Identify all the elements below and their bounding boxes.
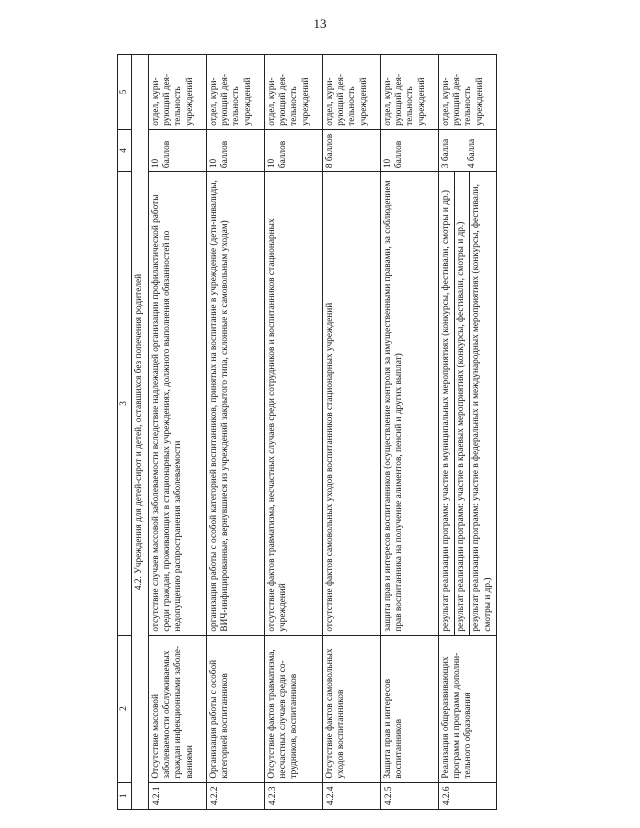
table-row [380, 55, 438, 810]
criteria-cell [206, 172, 264, 635]
landscape-content [117, 54, 527, 810]
score-cell [206, 129, 264, 171]
section-row [132, 55, 148, 810]
score-cell [148, 129, 206, 171]
indicator-cell: Реализация общеразвивающих программ и программ дополнительного образования [438, 635, 496, 782]
criterion-text: защита прав и интересов воспитанников (осуществление контроля за имущественными правами, за соблюдением прав воспитанника на получение алиментов, пенсий и других выплат) [382, 180, 404, 632]
criterion-text: результат реализации программ: участие в муниципальных мероприятиях (конкурсы, фестивали, смотры и др.) [440, 190, 451, 632]
criteria-table [117, 54, 497, 810]
criteria-cell [264, 172, 322, 635]
score-text: 10 баллов [382, 140, 404, 169]
row-number: 4.2.3 [264, 782, 322, 809]
column-header: 3 [118, 172, 132, 635]
score-text: 10 баллов [208, 140, 230, 169]
indicator-cell: Отсутствие фактов травматизма, несчастных случаев среди сотрудников, воспитанников [264, 635, 322, 782]
score-cell [322, 129, 380, 171]
criteria-cell [148, 172, 206, 635]
responsible-cell: отдел, курирующий деятельность учреждений [206, 55, 264, 130]
section-title: 4.2. Учреждения для детей-сирот и детей, оставшихся без попечения родителей [132, 55, 148, 810]
criteria-cell [322, 172, 380, 635]
row-number: 4.2.4 [322, 782, 380, 809]
indicator-cell: Защита прав и интересов воспитанников [380, 635, 438, 782]
column-header: 2 [118, 635, 132, 782]
criterion-text: результат реализации программ: участие в федеральных и международных мероприятиях (конкурсы, фестивали, смотры и др.) [469, 172, 494, 634]
responsible-cell: отдел, курирующий деятельность учреждений [380, 55, 438, 130]
table-row [148, 55, 206, 810]
row-number: 4.2.6 [438, 782, 496, 809]
indicator-cell: Отсутствие массовой заболеваемости обслуживаемых граждан инфекционными заболеваниями [148, 635, 206, 782]
row-number: 4.2.1 [148, 782, 206, 809]
table-row [322, 55, 380, 810]
column-header: 1 [118, 782, 132, 809]
criterion-text: отсутствие случаев массовой заболеваемости вследствие надлежащей организации профилактической работы среди граждан, проживающих в стационарных учреждениях, должного выполнения обязанностей по недопущению распространения заболеваемости [150, 194, 184, 632]
row-number: 4.2.5 [380, 782, 438, 809]
score-cell [380, 129, 438, 171]
score-text: 10 баллов [266, 140, 288, 169]
score-text: 10 баллов [150, 140, 172, 169]
score-cell [438, 129, 496, 171]
column-header: 4 [118, 129, 132, 171]
rotated-page-area [117, 54, 527, 810]
criterion-text: результат реализации программ: участие в краевых мероприятиях (конкурсы, фестивали, смотры и др.) [454, 172, 467, 634]
score-text: 3 балла [440, 138, 451, 169]
indicator-cell: Отсутствие фактов самовольных уходов воспитанников [322, 635, 380, 782]
responsible-cell: отдел, курирующий деятельность учреждений [264, 55, 322, 130]
criterion-text: отсутствие фактов травматизма, несчастных случаев среди сотрудников и воспитанников стационарных учреждений [266, 218, 288, 632]
score-text: 8 баллов [324, 133, 335, 169]
responsible-cell: отдел, курирующий деятельность учреждений [438, 55, 496, 130]
criteria-cell [438, 172, 496, 635]
page-number: 13 [313, 16, 327, 31]
table-row [206, 55, 264, 810]
indicator-cell: Организация работы с особой категорией воспитанников [206, 635, 264, 782]
criterion-text: отсутствие фактов самовольных уходов воспитанников стационарных учреждений [324, 302, 335, 632]
table-row [264, 55, 322, 810]
row-number: 4.2.2 [206, 782, 264, 809]
table-row [438, 55, 496, 810]
header-row [118, 55, 132, 810]
responsible-cell: отдел, курирующий деятельность учреждений [322, 55, 380, 130]
column-header: 5 [118, 55, 132, 130]
criterion-text: организация работы с особой категорией воспитанников, принятых на воспитание в учреждение (дети-инвалиды, ВИЧ-инфицированные, вернувшиеся из учреждений закрытого типа, склонные к самовольным уходам) [208, 180, 230, 632]
score-text: 4 балла [466, 138, 477, 169]
score-cell [264, 129, 322, 171]
criteria-cell [380, 172, 438, 635]
responsible-cell: отдел, курирующий деятельность учреждений [148, 55, 206, 130]
